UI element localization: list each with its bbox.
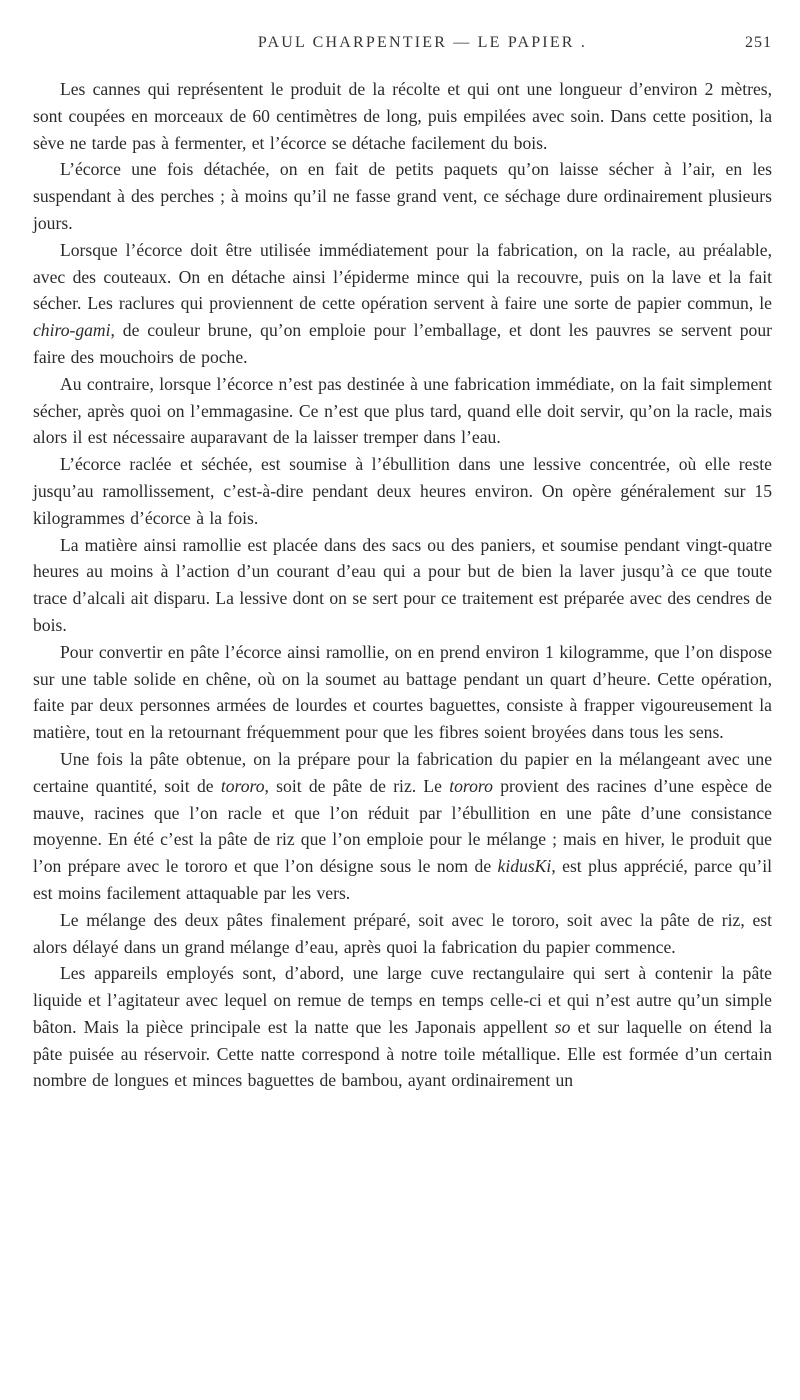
italic-term-tororo: tororo [220, 775, 265, 796]
running-head [33, 34, 772, 58]
paragraph-text: Pour convertir en pâte l’écorce ainsi ramollie, on en prend environ 1 kilogramme, que l’on dispose sur une table solide en chêne, où on la soumet au battage pendant un quart d’heure. Cette opération, faite par deux personnes armées de lourdes et courtes baguettes, consiste à frapper vigoureusement la matière, tout en la retournant fréquemment pour que les fibres soient broyées dans tous les sens. [33, 641, 772, 743]
paragraph-text: , de couleur brune, qu’on emploie pour l’emballage, et dont les pauvres se servent pour faire des mouchoirs de poche. [33, 320, 772, 367]
paragraph-text: , est plus apprécié, parce qu’il est moins facilement attaquable par les vers. [33, 856, 772, 903]
paragraph-text: L’écorce raclée et séchée, est soumise à l’ébullition dans une lessive concentrée, où elle reste jusqu’au ramollissement, c’est-à-dire pendant deux heures environ. On opère généralement sur 15 kilogrammes d’écorce à la fois. [33, 454, 772, 528]
paragraph-text: Une fois la pâte obtenue, on la prépare pour la fabrication du papier en la mélangeant avec une certaine quantité, soit de [33, 748, 772, 796]
paragraph-text: provient des racines d’une espèce de mauve, racines que l’on racle et que l’on réduit par l’ébullition en une pâte d’une consistance moyenne. En été c’est la pâte de riz que l’on emploie pour le mélange ; mais en hiver, le produit que l’on prépare avec le tororo et que l’on désigne sous le nom de [33, 775, 772, 877]
paragraph-text: Les cannes qui représentent le produit de la récolte et qui ont une longueur d’environ 2 mètres, sont coupées en morceaux de 60 centimètres de long, puis empilées avec soin. Dans cette position, la sève ne tarde pas à fermenter, et l’écorce se détache facilement du bois. [33, 79, 772, 153]
italic-term-so: so [554, 1016, 571, 1037]
paragraph-7 [33, 639, 772, 746]
italic-term-chiro-gami: chiro-gami [33, 320, 111, 341]
paragraph-text: Lorsque l’écorce doit être utilisée immédiatement pour la fabrication, on la racle, au préalable, avec des couteaux. On en détache ainsi l’épiderme mince qui la recouvre, puis on la lave et la fait sécher. Les raclures qui proviennent de cette opération servent à faire une sorte de papier commun, le [33, 239, 772, 314]
paragraph-2 [33, 156, 772, 236]
paragraph-10 [33, 960, 772, 1094]
paragraph-text: Au contraire, lorsque l’écorce n’est pas destinée à une fabrication immédiate, on la fait simplement sécher, après quoi on l’emmagasine. Ce n’est que plus tard, quand elle doit servir, qu’on la racle, mais alors il est nécessaire auparavant de la laisser tremper dans l’eau. [33, 373, 772, 448]
paragraph-text: La matière ainsi ramollie est placée dans des sacs ou des paniers, et soumise pendant vingt-quatre heures au moins à l’action d’un courant d’eau qui a pour but de bien la laver jusqu’à ce que toute trace d’alcali ait disparu. La lessive dont on se sert pour ce traitement est préparée avec des cendres de bois. [33, 534, 772, 635]
running-head-title: PAUL CHARPENTIER — LE PAPIER . [257, 34, 588, 51]
paragraph-text: , soit de pâte de riz. Le [264, 775, 450, 796]
italic-term-kiduski: kidusKi [497, 856, 552, 877]
paragraph-9 [33, 907, 772, 961]
paragraph-text: et sur laquelle on étend la pâte puisée au réservoir. Cette natte correspond à notre toile métallique. Elle est formée d’un certain nombre de longues et minces baguettes de bambou, ayant ordinairement un [33, 1016, 772, 1091]
paragraph-8 [33, 746, 772, 907]
paragraph-text: Le mélange des deux pâtes finalement préparé, soit avec le tororo, soit avec la pâte de riz, est alors délayé dans un grand mélange d’eau, après quoi la fabrication du papier commence. [33, 909, 772, 957]
paragraph-5 [33, 451, 772, 531]
page-number: 251 [745, 34, 772, 51]
paragraph-6 [33, 532, 772, 639]
paragraph-1 [33, 76, 772, 156]
italic-term-tororo: tororo [449, 775, 493, 796]
paragraph-4 [33, 371, 772, 451]
paragraph-text: Les appareils employés sont, d’abord, une large cuve rectangulaire qui sert à contenir la pâte liquide et l’agitateur avec lequel on remue de temps en temps celle-ci et qui n’est autre qu’un simple bâton. Mais la pièce principale est la natte que les Japonais appellent [33, 963, 772, 1037]
paragraph-text: L’écorce une fois détachée, on en fait de petits paquets qu’on laisse sécher à l’air, en les suspendant à des perches ; à moins qu’il ne fasse grand vent, ce séchage dure ordinairement plusieurs jours. [33, 159, 772, 233]
body-text [33, 76, 772, 1094]
paragraph-3 [33, 237, 772, 371]
